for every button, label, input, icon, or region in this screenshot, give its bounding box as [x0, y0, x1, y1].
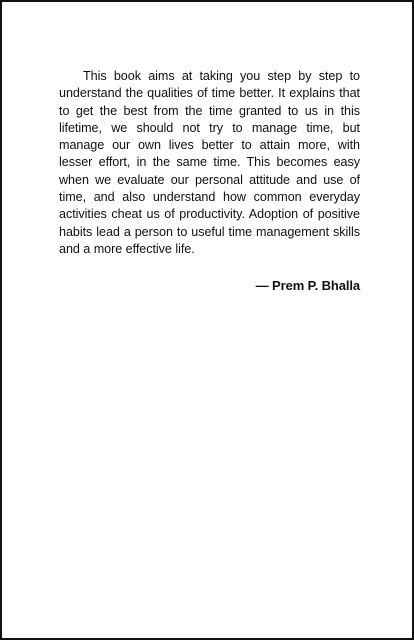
author-signature: — Prem P. Bhalla: [255, 278, 360, 294]
body-paragraph: This book aims at taking you step by step to understand the qualities of time better. It explains that to get the best from the time granted to us in this lifetime, we should not try to manage time, but manage our own lives better to attain more, with lesser effort, in the same time. This becomes easy when we evaluate our personal attitude and use of time, and also understand how common everyday activities cheat us of productivity. Adoption of positive habits lead a person to useful time management skills and a more effective life.: [59, 69, 360, 256]
text-block: [59, 68, 360, 293]
